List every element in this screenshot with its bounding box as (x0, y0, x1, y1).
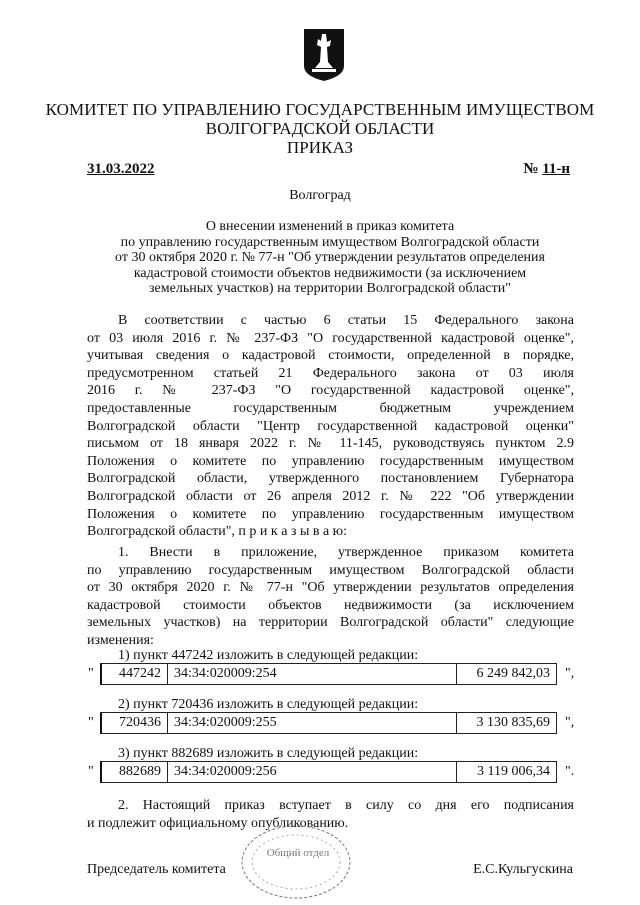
text-line: письмом от 18 января 2022 г. № 11-145, руководствуясь пунктом 2.9 (87, 436, 574, 452)
item-1-paragraph (87, 544, 574, 650)
text-line: В соответствии с частью 6 статьи 15 Федерального закона (118, 313, 574, 328)
row-id: 447242 (102, 664, 168, 684)
text-line: по управлению государственным имуществом Волгоградской области (87, 562, 574, 578)
amendment-label: 3) пункт 882689 изложить в следующей редакции: (118, 746, 419, 761)
text-line: учитывая сведения о кадастровой стоимости, определенной в порядке, (87, 348, 574, 364)
stamp-text: Общий отдел (266, 847, 330, 859)
signatory-position: Председатель комитета (87, 862, 226, 877)
text-line: земельных участков) на территории Волгоградской области" следующие (87, 615, 574, 631)
text-line: 1. Внести в приложение, утвержденное приказом комитета (118, 545, 574, 560)
text-line: кадастровой стоимости объектов недвижимости (за исключением (87, 597, 574, 613)
row-id: 882689 (102, 762, 168, 782)
order-date: 31.03.2022 (87, 161, 155, 177)
signatory-name: Е.С.Кульгускина (473, 862, 573, 877)
coat-of-arms-icon (303, 28, 345, 82)
amendment-table-row (100, 712, 557, 734)
text-line: изменения: (87, 632, 154, 648)
quote-close: ", (565, 666, 575, 681)
cadastral-number: 34:34:020009:255 (174, 715, 277, 730)
text-line: Положения о комитете по управлению государственным имуществом (87, 453, 574, 469)
city: Волгоград (289, 188, 351, 203)
subject-line: земельных участков) на территории Волгоградской области" (149, 281, 511, 296)
row-id: 720436 (102, 713, 168, 733)
subject-line: кадастровой стоимости объектов недвижимости (за исключением (133, 265, 527, 281)
order-subject (90, 219, 570, 297)
cadastral-value: 6 249 842,03 (456, 664, 556, 684)
preamble-paragraph (87, 312, 574, 541)
cadastral-number: 34:34:020009:256 (174, 764, 277, 779)
cadastral-value: 3 130 835,69 (456, 713, 556, 733)
text-line: 2016 г. № 237-ФЗ "О государственной кадастровой оценке", (87, 383, 574, 399)
quote-close: ". (565, 764, 575, 779)
amendment-label: 1) пункт 447242 изложить в следующей редакции: (118, 648, 419, 663)
text-line: Волгоградской области от 26 апреля 2012 г. № 222 "Об утверждении (87, 488, 574, 504)
text-line: Положения о комитете по управлению государственным имуществом (87, 506, 574, 522)
amendment-table-row (100, 761, 557, 783)
cadastral-value: 3 119 006,34 (456, 762, 556, 782)
text-line: и подлежит официальному опубликованию. (87, 815, 349, 831)
text-line: предусмотренном статьей 21 Федерального закона от 03 июля (87, 365, 574, 381)
quote-open: " (88, 764, 94, 779)
text-line: Волгоградской области "Центр государственной кадастровой оценки" (87, 418, 574, 434)
text-line: от 30 октября 2020 г. № 77-н "Об утверждении результатов определения (87, 580, 574, 596)
subject-line: по управлению государственным имуществом Волгоградской области (120, 234, 540, 250)
text-line: 2. Настоящий приказ вступает в силу со дня его подписания (118, 798, 574, 813)
text-line: Волгоградской области", п р и к а з ы в а ю: (87, 524, 348, 540)
subject-line: О внесении изменений в приказ комитета (205, 219, 455, 234)
office-stamp (236, 820, 356, 900)
text-line: Волгоградской области, утвержденного постановлением Губернатора (87, 471, 574, 487)
text-line: от 03 июля 2016 г. № 237-ФЗ "О государственной кадастровой оценке", (87, 330, 574, 346)
quote-open: " (88, 715, 94, 730)
amendment-table-row (100, 663, 557, 685)
document-type: ПРИКАЗ (286, 138, 354, 157)
subject-line: от 30 октября 2020 г. № 77-н "Об утверждении результатов определения (115, 250, 545, 265)
committee-title-line1: КОМИТЕТ ПО УПРАВЛЕНИЮ ГОСУДАРСТВЕННЫМ ИМУЩЕСТВОМ (45, 100, 595, 119)
cadastral-number: 34:34:020009:254 (174, 666, 277, 681)
committee-title-line2: ВОЛГОГРАДСКОЙ ОБЛАСТИ (205, 119, 435, 138)
text-line: предоставленные государственным бюджетным учреждением (87, 400, 574, 416)
amendment-label: 2) пункт 720436 изложить в следующей редакции: (118, 697, 419, 712)
quote-open: " (88, 666, 94, 681)
order-number: № 11-н (523, 161, 570, 177)
quote-close: ", (565, 715, 575, 730)
